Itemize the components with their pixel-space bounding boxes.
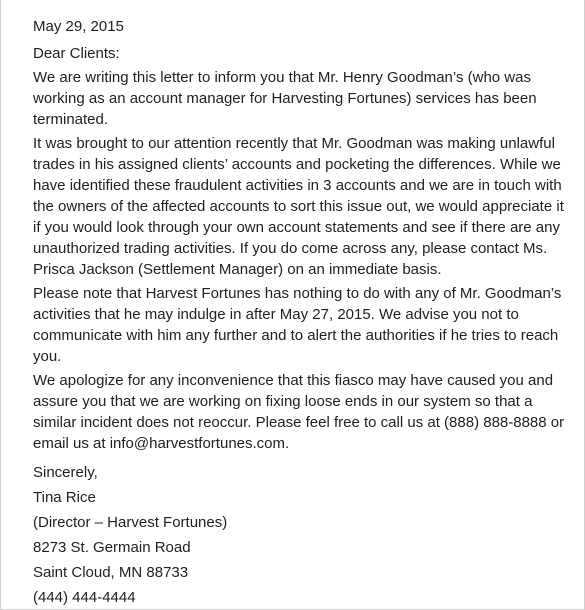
paragraph-line: It was brought to our attention recently that Mr. Goodman was making unlawful <box>33 135 555 152</box>
closing: Sincerely, <box>33 464 98 481</box>
letter-greeting: Dear Clients: <box>33 45 120 62</box>
paragraph-line: working as an account manager for Harvesting Fortunes) services has been <box>33 90 537 107</box>
paragraph-line: Please note that Harvest Fortunes has nothing to do with any of Mr. Goodman’s <box>33 285 562 302</box>
paragraph-line: trades in his assigned clients’ accounts and pocketing the differences. While we <box>33 156 561 173</box>
paragraph-line: activities that he may indulge in after May 27, 2015. We advise you not to <box>33 306 519 323</box>
address-street: 8273 St. Germain Road <box>33 539 191 556</box>
paragraph-line: similar incident does not reoccur. Please feel free to call us at (888) 888-8888 or <box>33 414 565 431</box>
signer-title: (Director – Harvest Fortunes) <box>33 514 228 531</box>
paragraph-line: We apologize for any inconvenience that this fiasco may have caused you and <box>33 372 554 389</box>
letter-body <box>33 16 565 610</box>
signer-name: Tina Rice <box>33 489 96 506</box>
paragraph-line: terminated. <box>33 111 109 128</box>
paragraph-line: have identified these fraudulent activities in 3 accounts and we are in touch with <box>33 177 562 194</box>
paragraph-line: you. <box>33 348 62 365</box>
paragraph-termination-notice <box>33 67 561 130</box>
paragraph-apology <box>33 370 565 454</box>
paragraph-line: We are writing this letter to inform you that Mr. Henry Goodman’s (who was <box>33 69 531 86</box>
letter-date: May 29, 2015 <box>33 18 124 35</box>
paragraph-line: assure you that we are working on fixing loose ends in our system so that a <box>33 393 533 410</box>
paragraph-line: the owners of the affected accounts to sort this issue out, we would appreciate it <box>33 198 564 215</box>
address-city: Saint Cloud, MN 88733 <box>33 564 189 581</box>
paragraph-disclaimer <box>33 283 561 367</box>
paragraph-line: if you would look through your own account statements and see if there are any <box>33 219 560 236</box>
paragraph-line: Prisca Jackson (Settlement Manager) on an immediate basis. <box>33 261 442 278</box>
paragraph-line: email us at info@harvestfortunes.com. <box>33 435 290 452</box>
paragraph-line: communicate with him any further and to alert the authorities if he tries to reach <box>33 327 559 344</box>
phone-number: (444) 444-4444 <box>33 589 136 606</box>
paragraph-line: unauthorized trading activities. If you do come across any, please contact Ms. <box>33 240 548 257</box>
paragraph-unlawful-trades <box>33 133 564 280</box>
signature-block <box>33 460 561 610</box>
